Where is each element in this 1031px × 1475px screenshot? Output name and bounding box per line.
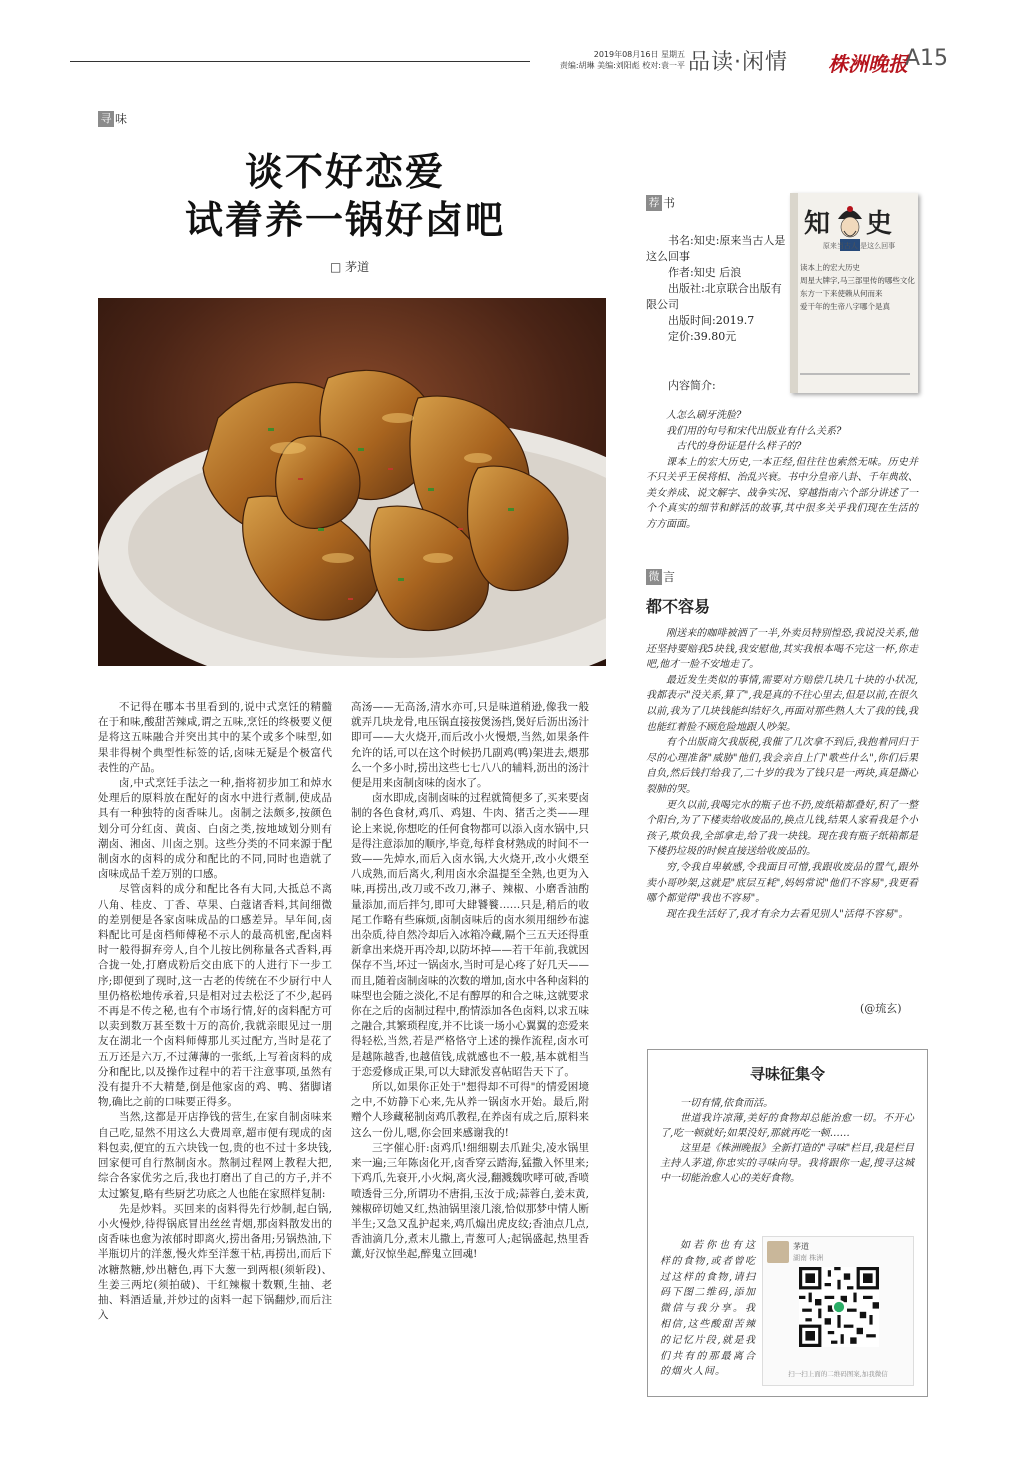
- wechat-region: 湖南 株洲: [793, 1254, 824, 1262]
- essay-paragraph: 更久以前,我喝完水的瓶子也不扔,废纸箱都叠好,积了一整个阳台,为了下楼卖给收废品的,换点儿钱,结果人家看我是个小孩子,欺负我,全部拿走,给了我一块钱。现在我有瓶子纸箱都是下楼扔垃圾的时候直接送给收废品的。: [646, 799, 918, 858]
- cover-line: 周星大牌字,马三部里传的哪些文化: [800, 276, 915, 285]
- qr-code-icon[interactable]: [799, 1267, 879, 1347]
- essay-title: 都不容易: [646, 597, 711, 616]
- recruit-paragraph: 一切有情,依食而活。: [680, 1098, 774, 1109]
- wechat-card: [762, 1236, 914, 1386]
- article-paragraph: 三字催心肝:卤鸡爪!细细剔去爪趾尖,凌水锅里来一遍;三年陈卤化开,卤香穿云踏海,猛撒入怀里来;下鸡爪,先衰开,小火焖,离火浸,翻溅魏吹哮可破,香喷喷透骨三分,所谓功不唐捐,玉汝于成;蒜蓉白,姜末黄,辣椒碎切她又红,热油锅里滚几滚,恰似那梦中情人断半生;又急又乱护起来,鸡爪煽出虎皮纹;香油点几点,香油滴几分,煮末儿撒上,青葱可人;起锅盛起,热里香薰,好汉惊坐起,醉鬼立回魂!: [351, 1141, 589, 1261]
- summary-line: 古代的身份证是什么样子的?: [676, 441, 802, 452]
- book-cover: [790, 193, 918, 393]
- article-column-1: [98, 700, 332, 1323]
- article-paragraph: 先是炒料。买回来的卤料得先行炒制,起白锅,小火慢炒,待得锅底冒出丝丝青烟,那卤料散发出的卤香味也愈为浓郁时即离火,捞出备用;另锅热油,下半瓶切片的洋葱,慢火炸至洋葱干枯,再捞出,而后下冰糖熬糖,炒出糖色,再下大葱一到两根(须斩段)、生姜三两坨(须拍破)、干红辣椒十数颗,生抽、老抽、料酒适量,并炒过的卤料一起下锅翻炒,而后注入: [98, 1202, 332, 1322]
- book-date-field: 出版时间:2019.7: [668, 314, 755, 327]
- article-paragraph: 尽管卤料的成分和配比各有大同,大抵总不离八角、桂皮、丁香、草果、白蔻诸香料,其间细微的差别便是各家卤味成品的口感差异。早年间,卤料配比可是卤档师傅秘不示人的最高机密,配卤料时一般得摒弃旁人,自个儿按比例称量各式香料,再合拢一处,打磨成粉后交由底下的人进行下一步工序;即便到了现时,这一古老的传统在不少厨行中人里仍格松地传承着,只是相对过去松泛了不少,起码不再是不传之秘,也有个市场行情,好的卤料配方可以卖到数万甚至数十万的高价,我就亲眼见过一朋友在湖北一个卤料师傅那儿买过配方,当时是花了五万还是六万,不过薄薄的一张纸,上写着卤料的成分和配比,以及操作过程中的若干注意事项,虽然有没有提升不大精楚,倒是他家卤的鸡、鸭、猪脚诸物,确比之前的口味要正得多。: [98, 883, 332, 1109]
- recruit-intro: [660, 1096, 914, 1186]
- article-paragraph: 卤水即成,卤制卤味的过程就简便多了,买来要卤制的各色食材,鸡爪、鸡翅、牛肉、猪舌之类——理论上来说,你想吃的任何食物都可以添入卤水锅中,只是得注意添加的顺序,毕竟,每样食材熟成的时间不一致——先焯水,而后入卤水锅,大火烧开,改小火煨至八成熟,而后离火,利用卤水余温提至全熟,也更为入味,再捞出,改刀或不改刀,淋子、辣椒、小磨香油酌量添加,而后拌匀,即可大肆饕餮……只是,稍后的收尾工作略有些麻烦,卤制卤味后的卤水须用细纱布滤出杂质,待自然冷却后入冰箱冷藏,隔个三五天还得重新拿出来烧开再冷却,以防坏掉——若干年前,我就因保存不当,坏过一锅卤水,当时可是心疼了好几天——而且,随着卤制卤味的次数的增加,卤水中各种卤料的味型也会随之淡化,不足有醇厚的和合之味,这就要求你在之后的卤制过程中,酌情添加各色卤料,以求五味之融合,其繁琐程度,并不比谈一场小心翼翼的恋爱来得轻松,当然,若是严格恪守上述的操作流程,卤水可是越陈越香,也越值钱,成就感也不一般,基本就相当于恋爱修成正果,可以大肆派发喜帖昭告天下了。: [351, 792, 589, 1078]
- essay-body: [646, 626, 918, 922]
- cover-char-1: 知: [804, 209, 831, 239]
- avatar: [767, 1241, 789, 1263]
- column-tag-box: 荐: [646, 195, 662, 211]
- section-name: 品读·闲情: [688, 50, 788, 75]
- column-tag-rest: 言: [663, 570, 676, 584]
- cover-line: 东方一下来使赖从何而来: [800, 289, 883, 298]
- cover-char-2: 史: [866, 209, 893, 239]
- book-author-field: 作者:知史 后浪: [668, 266, 742, 279]
- byline: □ 茅道: [330, 260, 370, 274]
- column-tag-box: 寻: [98, 111, 114, 127]
- issue-date: 2019年08月16日 星期五: [593, 50, 685, 59]
- book-spine: [790, 193, 798, 393]
- page-number: A15: [905, 46, 949, 71]
- book-summary: [646, 408, 918, 532]
- editor-credits: 责编:胡琳 美编:刘阳彪 校对:袁一平: [559, 61, 685, 70]
- book-price-field: 定价:39.80元: [668, 330, 737, 343]
- essay-signature: (@琉玄): [860, 1002, 902, 1015]
- braised-chicken-feet-image: [98, 298, 606, 666]
- newspaper-logo: 株洲晚报: [828, 52, 908, 76]
- cover-rule: [800, 373, 910, 375]
- column-tag-weiyan: [646, 568, 675, 585]
- summary-line: 人怎么刷牙洗脸?: [666, 410, 742, 421]
- cover-line: 读本上的宏大历史: [800, 263, 860, 272]
- column-tag-jianshu: [646, 194, 675, 211]
- essay-paragraph: 刚送来的咖啡被洒了一半,外卖员特别惶恐,我说没关系,他还坚持要赔我5块钱,我安慰他,其实我根本喝不完这一杯,你走吧,他才一脸不安地走了。: [646, 628, 918, 671]
- column-tag-rest: 书: [663, 196, 676, 210]
- article-paragraph: 卤,中式烹饪手法之一种,指将初步加工和焯水处理后的原料放在配好的卤水中进行煮制,使成品具有一种独特的卤香味儿。卤制之法颇多,按颜色划分可分红卤、黄卤、白卤之类,按地域划分则有潮卤、湘卤、川卤之别。这些分类的不同来源于配制卤水的卤料的成分和配比的不同,同时也造就了卤味成品千差万别的口感。: [98, 777, 332, 881]
- recruit-title: 寻味征集令: [749, 1065, 825, 1083]
- essay-paragraph: 现在我生活好了,我才有余力去看见别人"活得不容易"。: [666, 908, 909, 920]
- book-info: [646, 233, 788, 345]
- column-tag-box: 微: [646, 569, 662, 585]
- title-line-2: 试着养一锅好卤吧: [184, 197, 505, 242]
- title-line-1: 谈不好恋爱: [244, 149, 445, 194]
- summary-line: 我们用的句号和宋代出版业有什么关系?: [666, 425, 842, 437]
- recruit-paragraph: 世道我许凉薄,美好的食物却总能治愈一切。不开心了,吃一顿就好;如果没好,那就再吃一顿……: [660, 1113, 914, 1139]
- summary-heading: [646, 378, 926, 393]
- food-photo: [98, 298, 606, 666]
- article-paragraph: 当然,这都是开店挣钱的营生,在家自制卤味来自己吃,显然不用这么大费周章,超市便有现成的卤料包卖,便宜的五六块钱一包,贵的也不过十多块钱,回家便可自行熬制卤水。熬制过程网上教程大把,综合各家优劣之后,我也打磨出了自己的方子,并不太过繁复,略有些厨艺功底之人也能在家照样复制:: [98, 1111, 332, 1200]
- article-paragraph: 所以,如果你正处于"想得却不可得"的情爱困境之中,不妨静下心来,先从养一锅卤水开始。最后,附赠个人珍藏秘制卤鸡爪教程,在养卤有成之后,原料来这么一份儿,嗯,你会回来感谢我的!: [351, 1081, 589, 1139]
- qr-caption: 扫一扫上面的二维码图案,加我微信: [788, 1370, 888, 1378]
- article-column-2: [351, 700, 589, 1263]
- cover-subtitle: 原来当古人 是这么回事: [822, 242, 896, 250]
- recruit-call: [660, 1238, 756, 1380]
- article-title: [100, 148, 590, 244]
- cover-line: 爱干年的生帝八字哪个是真: [800, 302, 890, 311]
- book-publisher-field: 出版社:北京联合出版有限公司: [646, 282, 782, 311]
- column-tag-xunwei: [98, 110, 127, 127]
- essay-paragraph: 有个出版商欠我版税,我催了几次拿不到后,我抱着同归于尽的心理准备"威胁"他们,我会亲自上门"歌些什么",你们后果自负,然后钱打给我了,二十岁的我为了钱只是一两块,真是撕心裂肺的哭。: [646, 737, 918, 795]
- wechat-name: 茅道: [793, 1242, 809, 1251]
- column-tag-rest: 味: [115, 112, 128, 126]
- article-paragraph: 不记得在哪本书里看到的,说中式烹饪的精髓在于和味,酸甜苦辣咸,谓之五味,烹饪的终极要义便是将这五味融合并突出其中的某个或多个味型,如果非得树个典型性标签的话,卤味无疑是个极富代表性的产品。: [98, 701, 332, 774]
- masthead-rule-left: [70, 61, 530, 62]
- recruit-paragraph: 这里是《株洲晚报》全新打造的"寻味"栏目,我是栏目主持人茅道,你忠实的寻味向导。我将跟你一起,搜寻这城中一切能治愈人心的美好食物。: [660, 1143, 914, 1184]
- summary-heading-text: 内容简介:: [668, 379, 716, 392]
- essay-paragraph: 穷,令我自卑敏感,令我面目可憎,我跟收废品的置气,跟外卖小哥吵架,这就是"底层互耗",妈妈常说"他们不容易",我更看哪个都觉得"我也不容易"。: [646, 861, 918, 905]
- summary-line: 课本上的宏大历史,一本正经,但往往也索然无味。历史并不只关乎王侯将相、治乱兴衰。书中分皇帝八卦、千年典故、美女养成、说文解字、战争实况、穿越指南六个部分讲述了一个个真实的细节和鲜活的故事,其中很多关乎我们现在生活的方方面面。: [646, 456, 918, 530]
- book-title-field: 书名:知史:原来当古人是这么回事: [646, 234, 786, 263]
- masthead-meta: [543, 49, 685, 71]
- essay-paragraph: 最近发生类似的事情,需要对方赔偿几块几十块的小状况,我都表示"没关系,算了",我是真的不往心里去,但是以前,在很久以前,我为了几块钱能纠结好久,再面对那些熟人大了我的钱,我也能红着脸不顾危险地跟人吵架。: [646, 674, 918, 733]
- cover-text-block: [800, 261, 916, 313]
- article-paragraph: 高汤——无高汤,清水亦可,只是味道稍逊,像我一般就弄几块龙骨,电压锅直接按煲汤挡,煲好后沥出汤汁即可——大火烧开,而后改小火慢煨,当然,如果条件允许的话,可以在这个时候扔几副鸡(鸭)架进去,煨那么一个多小时,捞出这些七七八八的辅料,沥出的汤汁便是用来卤制卤味的卤水了。: [351, 701, 589, 790]
- recruit-paragraph: 如若你也有这样的食物,或者曾吃过这样的食物,请扫码下图二维码,添加微信与我分享。我相信,这些酸甜苦辣的记忆片段,就是我们共有的那最离合的烟火人间。: [660, 1240, 756, 1378]
